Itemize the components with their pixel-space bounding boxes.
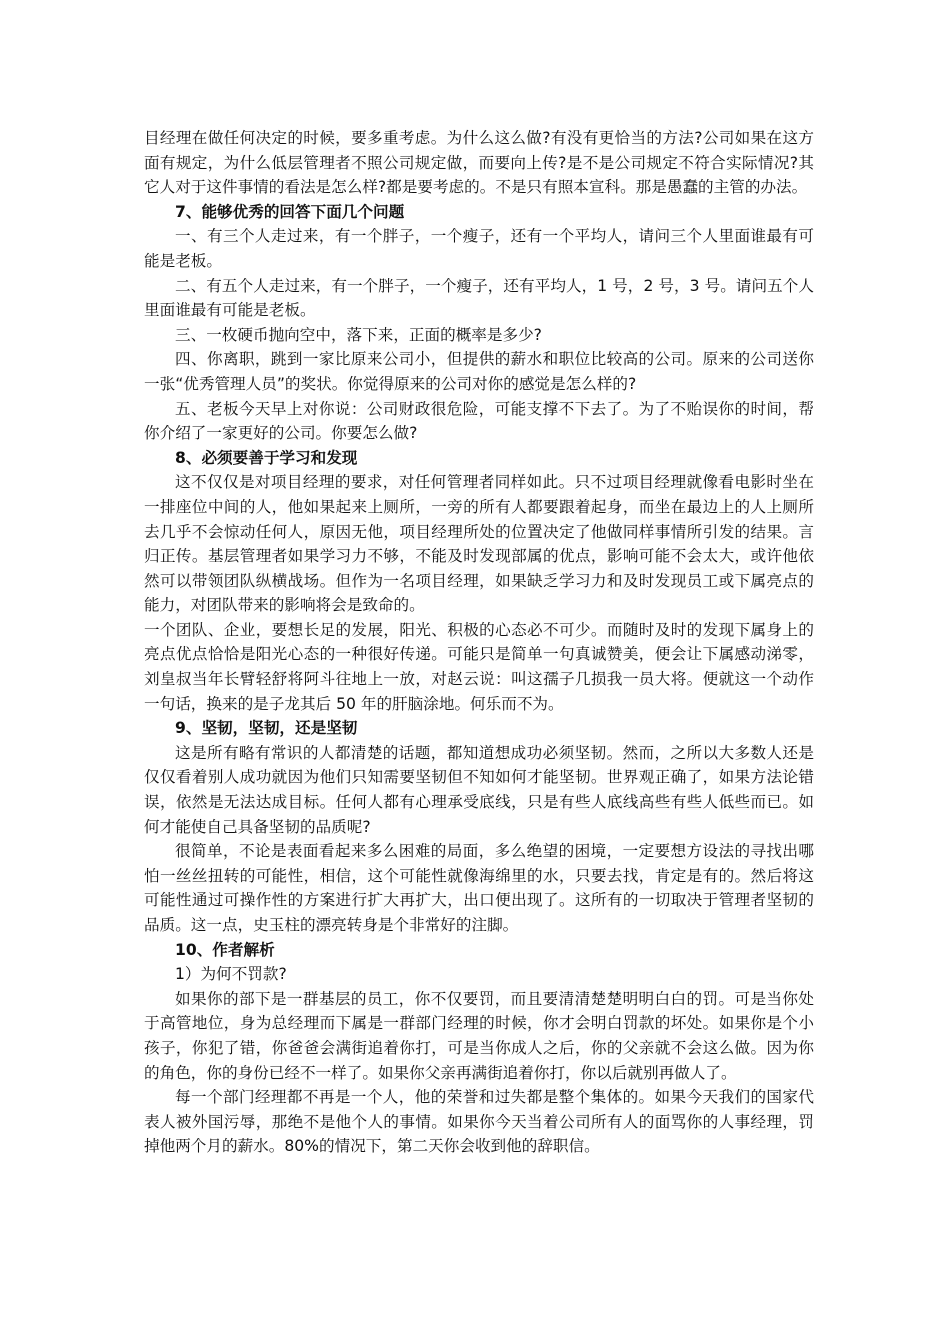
paragraph: 五、老板今天早上对你说：公司财政很危险，可能支撑不下去了。为了不贻误你的时间，帮你介绍了一家更好的公司。你要怎么做? xyxy=(144,399,814,443)
section-heading: 7、能够优秀的回答下面几个问题 xyxy=(175,202,405,221)
section-heading: 9、坚韧，坚韧，还是坚韧 xyxy=(175,719,358,738)
paragraph: 一、有三个人走过来，有一个胖子，一个瘦子，还有一个平均人，请问三个人里面谁最有可能是老板。 xyxy=(144,227,814,270)
paragraph: 四、你离职，跳到一家比原来公司小，但提供的薪水和职位比较高的公司。原来的公司送你一张“优秀管理人员”的奖状。你觉得原来的公司对你的感觉是怎么样的? xyxy=(144,350,814,393)
paragraph: 很简单，不论是表面看起来多么困难的局面，多么绝望的困境，一定要想方设法的寻找出哪怕一丝丝扭转的可能性，相信，这个可能性就像海绵里的水，只要去找，肯定是有的。然后将这可能性通过可操作性的方案进行扩大再扩大，出口便出现了。这所有的一切取决于管理者坚韧的品质。这一点，史玉柱的漂亮转身是个非常好的注脚。 xyxy=(144,842,814,934)
section-heading: 8、必须要善于学习和发现 xyxy=(175,448,358,467)
paragraph: 如果你的部下是一群基层的员工，你不仅要罚，而且要清清楚楚明明白白的罚。可是当你处于高管地位，身为总经理而下属是一群部门经理的时候，你才会明白罚款的坏处。如果你是个小孩子，你犯了错，你爸爸会满街追着你打，可是当你成人之后，你的父亲就不会这么做。因为你的角色，你的身份已经不一样了。如果你父亲再满街追着你打，你以后就别再做人了。 xyxy=(144,989,814,1082)
paragraph: 一个团队、企业，要想长足的发展，阳光、积极的心态必不可少。而随时及时的发现下属身上的亮点优点恰恰是阳光心态的一种很好传递。可能只是简单一句真诚赞美，便会让下属感动涕零，刘皇叔当年长臂轻舒将阿斗往地上一放，对赵云说：叫这孺子几损我一员大将。便就这一个动作一句话，换来的是子龙其后 50 年的肝脑涂地。何乐而不为。 xyxy=(144,620,814,713)
paragraph: 每一个部门经理都不再是一个人，他的荣誉和过失都是整个集体的。如果今天我们的国家代表人被外国污辱，那绝不是他个人的事情。如果你今天当着公司所有人的面骂你的人事经理，罚掉他两个月的薪水。80%的情况下，第二天你会收到他的辞职信。 xyxy=(144,1088,814,1156)
paragraph: 二、有五个人走过来，有一个胖子，一个瘦子，还有平均人，1 号，2 号，3 号。请问五个人里面谁最有可能是老板。 xyxy=(144,276,814,320)
paragraph: 三、一枚硬币抛向空中，落下来，正面的概率是多少? xyxy=(175,325,542,344)
paragraph: 目经理在做任何决定的时候，要多重考虑。为什么这么做?有没有更恰当的方法?公司如果在这方面有规定，为什么低层管理者不照公司规定做，而要向上传?是不是公司规定不符合实际情况?其它人对于这件事情的看法是怎么样?都是要考虑的。不是只有照本宣科。那是愚蠢的主管的办法。 xyxy=(144,129,814,197)
paragraph: 这不仅仅是对项目经理的要求，对任何管理者同样如此。只不过项目经理就像看电影时坐在一排座位中间的人，他如果起来上厕所，一旁的所有人都要跟着起身，而坐在最边上的人上厕所去几乎不会惊动任何人，原因无他，项目经理所处的位置决定了他做同样事情所引发的结果。言归正传。基层管理者如果学习力不够，不能及时发现部属的优点，影响可能不会太大，或许他依然可以带领团队纵横战场。但作为一名项目经理，如果缺乏学习力和及时发现员工或下属亮点的能力，对团队带来的影响将会是致命的。 xyxy=(144,473,814,615)
section-heading: 10、作者解析 xyxy=(175,940,275,959)
subheading: 1）为何不罚款? xyxy=(175,965,287,984)
document-page xyxy=(144,126,814,1159)
paragraph: 这是所有略有常识的人都清楚的话题，都知道想成功必须坚韧。然而，之所以大多数人还是仅仅看着别人成功就因为他们只知需要坚韧但不知如何才能坚韧。世界观正确了，如果方法论错误，依然是无法达成目标。任何人都有心理承受底线，只是有些人底线高些有些人低些而已。如何才能使自己具备坚韧的品质呢? xyxy=(144,743,814,836)
